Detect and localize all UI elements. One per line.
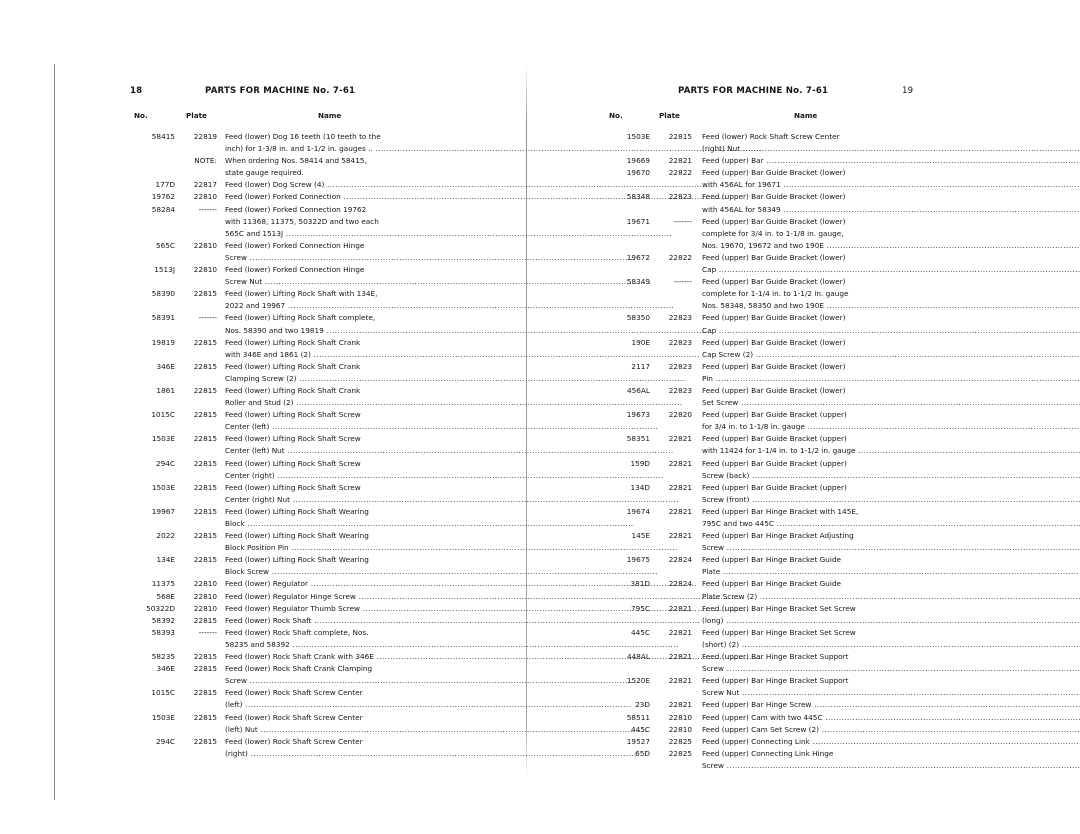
part-name <box>702 337 1080 361</box>
part-name-line: Feed (lower) Lifting Rock Shaft Crank <box>225 385 361 395</box>
part-number: 19669 <box>626 156 650 166</box>
part-name-line: Feed (upper) Bar Hinge Bracket Set Screw <box>702 627 856 637</box>
part-number: 19967 <box>151 506 175 516</box>
part-name-line: Feed (lower) Lifting Rock Shaft Screw <box>225 482 361 492</box>
part-name <box>702 651 1080 675</box>
part-number: 1861 <box>156 385 175 395</box>
part-name <box>702 131 1080 155</box>
table-row <box>608 131 1080 155</box>
plate-number: ------- <box>673 216 692 226</box>
part-number: 19672 <box>626 252 650 262</box>
plate-number: 22821 <box>668 506 692 516</box>
part-name <box>702 409 1080 433</box>
part-number: 58390 <box>151 289 175 299</box>
plate-number: 22823 <box>668 361 692 371</box>
part-name-line: Screw ..... <box>702 663 1080 675</box>
part-name-line: Feed (upper) Bar Hinge Bracket Guide <box>702 579 842 589</box>
table-row <box>608 155 1080 167</box>
part-number: 58351 <box>626 434 650 444</box>
column-header-no: No. <box>609 111 623 120</box>
part-name <box>702 675 1080 699</box>
plate-number: 22815 <box>193 555 217 565</box>
part-number: 2117 <box>631 361 650 371</box>
part-name <box>702 506 1080 530</box>
part-name-line: Set Screw ..... <box>702 397 1080 409</box>
part-name-line: Feed (lower) Forked Connection Hinge <box>225 240 365 250</box>
plate-number: 22815 <box>193 615 217 625</box>
page-number: 19 <box>902 86 914 96</box>
plate-number: 22823 <box>668 385 692 395</box>
part-name <box>702 578 1080 602</box>
part-number: 19762 <box>151 192 175 202</box>
part-name-line: Feed (lower) Forked Connection Hinge <box>225 265 365 275</box>
part-number: 58284 <box>151 204 175 214</box>
part-number: 1503E <box>151 434 175 444</box>
table-row <box>608 409 1080 433</box>
plate-number: 22821 <box>668 627 692 637</box>
part-name-line: Feed (upper) Bar Guide Bracket (lower) <box>702 361 846 371</box>
plate-number: 22822 <box>668 252 692 262</box>
part-name-line: Feed (upper) Bar Guide Bracket (lower) <box>702 192 846 202</box>
table-row <box>608 337 1080 361</box>
part-name-line: for 3/4 in. to 1-1/8 in. gauge ..... <box>702 421 1080 433</box>
table-row <box>608 167 1080 191</box>
plate-number: 22821 <box>668 531 692 541</box>
part-name-line: Feed (upper) Bar Guide Bracket (upper) <box>702 434 847 444</box>
part-number <box>133 155 175 179</box>
part-name-line: Feed (upper) Bar Guide Bracket (lower) <box>702 313 846 323</box>
part-number: 58415 <box>151 132 175 141</box>
plate-number: 22815 <box>193 664 217 674</box>
part-name-line: (right) Nut ..... <box>702 143 1080 155</box>
part-name <box>702 627 1080 651</box>
page-title: PARTS FOR MACHINE No. 7-61 <box>678 86 829 96</box>
part-name-line: Feed (upper) Bar Guide Bracket (lower) <box>702 252 846 262</box>
part-name-line: Nos. 19670, 19672 and two 190E ..... <box>702 240 1080 252</box>
part-name <box>702 312 1080 336</box>
table-row <box>608 675 1080 699</box>
part-name-line: Feed (lower) Lifting Rock Shaft Wearing <box>225 531 369 541</box>
part-number: 190E <box>631 337 650 347</box>
part-name-line: 2022 and 19967 ..... <box>225 300 763 312</box>
column-header-no: No. <box>134 111 148 120</box>
page-number: 18 <box>130 86 143 96</box>
plate-number: ------- <box>198 313 217 323</box>
plate-number: 22815 <box>193 458 217 468</box>
part-name-line: Pin ..... <box>702 373 1080 385</box>
plate-number: 22817 <box>193 180 217 190</box>
part-name-line: Feed (upper) Connecting Link ..... <box>702 736 1080 748</box>
plate-number: 22825 <box>668 736 692 746</box>
part-name-line: (right) ..... <box>225 748 763 760</box>
plate-number: 22810 <box>193 265 217 275</box>
table-row <box>608 433 1080 457</box>
plate-number: 22824 <box>668 555 692 565</box>
plate-number: ------- <box>198 627 217 637</box>
part-name-line: Feed (lower) Regulator Thumb Screw ..... <box>225 603 763 615</box>
part-number: 1503E <box>626 132 650 141</box>
part-name-line: Feed (lower) Rock Shaft complete, Nos. <box>225 627 369 637</box>
part-name-line: Feed (lower) Lifting Rock Shaft Crank <box>225 337 361 347</box>
plate-number: ------- <box>198 204 217 214</box>
part-name-line: Feed (upper) Bar Guide Bracket (lower) <box>702 168 846 178</box>
part-number: 568E <box>156 591 175 601</box>
part-number: 58392 <box>151 615 175 625</box>
plate-number: 22815 <box>193 506 217 516</box>
part-name-line: Plate ..... <box>702 566 1080 578</box>
part-name <box>702 458 1080 482</box>
part-number: 346E <box>156 361 175 371</box>
part-number: 58350 <box>626 313 650 323</box>
part-name-line: Feed (lower) Rock Shaft Crank with 346E ..... <box>225 651 763 663</box>
part-name-line: Feed (upper) Bar Guide Bracket (upper) <box>702 458 847 468</box>
part-name-line: Screw ..... <box>225 252 763 264</box>
part-name <box>702 276 1080 312</box>
part-number: 19527 <box>626 736 650 746</box>
plate-number: 22821 <box>668 603 692 613</box>
part-name-line: Center (right) ..... <box>225 470 763 482</box>
part-number: 19674 <box>626 506 650 516</box>
plate-number: 22810 <box>668 712 692 722</box>
part-number: 145E <box>631 531 650 541</box>
part-name-line: Feed (upper) Bar Guide Bracket (upper) <box>702 410 847 420</box>
plate-number: 22815 <box>193 385 217 395</box>
part-number: 1513J <box>154 265 175 275</box>
part-name-line: with 456AL for 58349 ..... <box>702 204 1080 216</box>
part-name-line: Feed (lower) Forked Connection 19762 <box>225 204 367 214</box>
part-number: 381D <box>630 579 650 589</box>
table-row <box>608 252 1080 276</box>
table-row <box>608 748 1080 772</box>
part-name-line: Screw ..... <box>225 675 763 687</box>
part-name <box>702 554 1080 578</box>
part-name-line: Block Screw ..... <box>225 566 763 578</box>
plate-number: 22821 <box>668 156 692 166</box>
part-number: 19670 <box>626 168 650 178</box>
part-name <box>702 191 1080 215</box>
part-name-line: Feed (lower) Forked Connection ..... <box>225 191 763 203</box>
part-name-line: Screw (front) ..... <box>702 494 1080 506</box>
part-name-line: 58235 and 58392 ..... <box>225 639 763 651</box>
part-name-line: Feed (upper) Bar Guide Bracket (lower) <box>702 216 846 226</box>
plate-number: 22815 <box>193 712 217 722</box>
part-name <box>702 482 1080 506</box>
plate-number: 22815 <box>193 337 217 347</box>
part-number: 58235 <box>151 652 175 662</box>
part-number: 159D <box>630 458 650 468</box>
part-name <box>702 603 1080 627</box>
table-row <box>608 482 1080 506</box>
part-name <box>702 433 1080 457</box>
part-name-line: Feed (lower) Lifting Rock Shaft Screw <box>225 410 361 420</box>
plate-number: 22815 <box>193 531 217 541</box>
part-name-line: complete for 1-1/4 in. to 1-1/2 in. gauge <box>702 289 849 299</box>
part-name-line: Feed (upper) Bar Guide Bracket (upper) <box>702 482 847 492</box>
part-name <box>702 216 1080 252</box>
part-name <box>702 361 1080 385</box>
part-name-line: Feed (lower) Rock Shaft Crank Clamping <box>225 664 373 674</box>
column-header-plate: Plate <box>186 111 207 120</box>
table-row <box>608 506 1080 530</box>
part-name-line: Center (right) Nut ..... <box>225 494 763 506</box>
plate-number: 22821 <box>668 700 692 710</box>
table-row <box>608 724 1080 736</box>
part-number: 11375 <box>151 579 175 589</box>
part-name <box>702 155 1080 167</box>
table-row <box>608 554 1080 578</box>
part-number: 177D <box>155 180 175 190</box>
part-name-line: with 11368, 11375, 50322D and two each <box>225 216 379 226</box>
part-number: 65D <box>635 748 650 758</box>
column-header-name: Name <box>318 111 342 120</box>
part-name-line: Feed (upper) Bar Guide Bracket (lower) <box>702 337 846 347</box>
part-name-line: with 346E and 1861 (2) ..... <box>225 349 763 361</box>
part-name <box>702 712 1080 724</box>
column-header-plate: Plate <box>659 111 680 120</box>
plate-number: 22815 <box>193 434 217 444</box>
part-name-line: Feed (upper) Bar Hinge Bracket Support <box>702 676 849 686</box>
part-name-line: Plate Screw (2) ..... <box>702 591 1080 603</box>
parts-list <box>608 131 1080 772</box>
plate-number: 22820 <box>668 410 692 420</box>
part-number: 1520E <box>626 676 650 686</box>
plate-number: 22810 <box>193 192 217 202</box>
plate-number: 22819 <box>193 132 217 141</box>
part-name-line: Roller and Stud (2) ..... <box>225 397 763 409</box>
plate-number: 22815 <box>193 736 217 746</box>
part-number: 448AL <box>627 652 650 662</box>
plate-number: 22825 <box>668 748 692 758</box>
part-name-line: Screw ..... <box>702 542 1080 554</box>
plate-number: 22810 <box>193 603 217 613</box>
part-name-line: state gauge required. <box>225 168 304 178</box>
part-number: 2022 <box>156 531 175 541</box>
part-name-line: Feed (upper) Cam Set Screw (2) ..... <box>702 724 1080 736</box>
plate-number: NOTE: <box>194 156 217 166</box>
part-name-line: Feed (lower) Regulator ..... <box>225 578 763 590</box>
part-name-line: 565C and 1513J ..... <box>225 228 763 240</box>
plate-number: 22821 <box>668 434 692 444</box>
plate-number: 22810 <box>193 579 217 589</box>
part-number: 50322D <box>146 603 175 613</box>
part-name-line: Feed (upper) Bar Guide Bracket (lower) <box>702 277 846 287</box>
part-name-line: Feed (lower) Rock Shaft ..... <box>225 615 763 627</box>
plate-number: 22821 <box>668 458 692 468</box>
part-name-line: Center (left) Nut ..... <box>225 445 763 457</box>
part-name-line: (long) ..... <box>702 615 1080 627</box>
plate-number: 22821 <box>668 676 692 686</box>
plate-number: 22815 <box>193 688 217 698</box>
part-name-line: Feed (lower) Lifting Rock Shaft Wearing <box>225 555 369 565</box>
part-name-line: Feed (lower) Lifting Rock Shaft Screw <box>225 458 361 468</box>
table-row <box>608 385 1080 409</box>
part-name <box>702 385 1080 409</box>
part-name-line: Nos. 58348, 58350 and two 190E ..... <box>702 300 1080 312</box>
part-name-line: Nos. 58390 and two 19819 ..... <box>225 325 763 337</box>
part-name-line: (left) Nut ..... <box>225 724 763 736</box>
plate-number: 22815 <box>193 482 217 492</box>
plate-number: ------- <box>673 277 692 287</box>
part-name-line: When ordering Nos. 58414 and 58415, <box>225 156 367 166</box>
part-name <box>702 724 1080 736</box>
part-name <box>702 736 1080 748</box>
part-number: 58348 <box>626 192 650 202</box>
plate-number: 22822 <box>668 168 692 178</box>
plate-number: 22815 <box>193 289 217 299</box>
plate-number: 22810 <box>193 591 217 601</box>
table-row <box>608 276 1080 312</box>
part-name-line: Block ..... <box>225 518 763 530</box>
part-name <box>702 748 1080 772</box>
plate-number: 22823 <box>668 337 692 347</box>
part-number: 795C <box>630 603 650 613</box>
part-name-line: Cap ..... <box>702 264 1080 276</box>
part-name-line: Cap ..... <box>702 325 1080 337</box>
part-name-line: Feed (lower) Rock Shaft Screw Center <box>225 712 363 722</box>
part-name-line: Feed (lower) Lifting Rock Shaft Screw <box>225 434 361 444</box>
part-name-line: Feed (lower) Dog 16 teeth (10 teeth to the <box>225 132 381 141</box>
part-number: 346E <box>156 664 175 674</box>
table-row <box>608 216 1080 252</box>
part-name-line: Clamping Screw (2) ..... <box>225 373 763 385</box>
part-name-line: Feed (upper) Bar Hinge Screw ..... <box>702 699 1080 711</box>
part-name-line: Screw Nut ..... <box>225 276 763 288</box>
table-row <box>608 578 1080 602</box>
part-name-line: Feed (lower) Lifting Rock Shaft complete, <box>225 313 376 323</box>
part-number: 58393 <box>151 627 175 637</box>
part-name-line: Feed (upper) Bar Hinge Bracket Support <box>702 652 849 662</box>
table-row <box>608 458 1080 482</box>
part-name-line: Feed (lower) Rock Shaft Screw Center <box>225 736 363 746</box>
part-number: 134E <box>156 555 175 565</box>
part-number: 58391 <box>151 313 175 323</box>
part-number: 19819 <box>151 337 175 347</box>
part-number: 19675 <box>626 555 650 565</box>
table-row <box>608 191 1080 215</box>
part-name-line: Feed (upper) Cam with two 445C ..... <box>702 712 1080 724</box>
table-row <box>608 603 1080 627</box>
table-row <box>608 699 1080 711</box>
column-header-name: Name <box>794 111 818 120</box>
plate-number: 22823 <box>668 192 692 202</box>
part-name-line: Feed (lower) Rock Shaft Screw Center <box>702 132 840 141</box>
part-name <box>702 167 1080 191</box>
part-name-line: Feed (lower) Dog Screw (4) ..... <box>225 179 763 191</box>
part-name-line: Feed (upper) Bar Hinge Bracket Set Screw <box>702 603 856 613</box>
part-name <box>702 530 1080 554</box>
table-row <box>608 712 1080 724</box>
part-name-line: Cap Screw (2) ..... <box>702 349 1080 361</box>
part-name-line: Block Position Pin ..... <box>225 542 763 554</box>
plate-number: 22821 <box>668 652 692 662</box>
part-name-line: with 11424 for 1-1/4 in. to 1-1/2 in. gauge ..... <box>702 445 1080 457</box>
part-name <box>702 699 1080 711</box>
part-number: 58349 <box>626 277 650 287</box>
part-name-line: Center (left) ..... <box>225 421 763 433</box>
part-name-line: (short) (2) ..... <box>702 639 1080 651</box>
part-name-line: 795C and two 445C ..... <box>702 518 1080 530</box>
part-name-line: Feed (lower) Lifting Rock Shaft with 134E, <box>225 289 378 299</box>
part-name-line: Screw Nut ..... <box>702 687 1080 699</box>
part-number: 1503E <box>151 712 175 722</box>
part-number: 1015C <box>151 688 175 698</box>
part-number: 19673 <box>626 410 650 420</box>
part-name-line: Feed (lower) Regulator Hinge Screw ..... <box>225 591 763 603</box>
part-name-line: Feed (upper) Connecting Link Hinge <box>702 748 834 758</box>
part-number: 1015C <box>151 410 175 420</box>
plate-number: 22824 <box>668 579 692 589</box>
part-number: 23D <box>635 700 650 710</box>
part-number: 445C <box>630 724 650 734</box>
part-number: 58511 <box>626 712 650 722</box>
table-row <box>608 312 1080 336</box>
part-name-line: Screw ..... <box>702 760 1080 772</box>
part-number: 445C <box>630 627 650 637</box>
part-number: 456AL <box>627 385 650 395</box>
plate-number: 22815 <box>193 410 217 420</box>
part-name-line: complete for 3/4 in. to 1-1/8 in. gauge, <box>702 228 844 238</box>
plate-number: 22821 <box>668 482 692 492</box>
part-name-line: Feed (upper) Bar Hinge Bracket Adjusting <box>702 531 854 541</box>
part-number: 19671 <box>626 216 650 226</box>
part-number: 294C <box>155 736 175 746</box>
part-name-line: Feed (upper) Bar Hinge Bracket Guide <box>702 555 842 565</box>
part-name-line: Screw (back) ..... <box>702 470 1080 482</box>
table-row <box>608 627 1080 651</box>
part-name-line: Feed (upper) Bar ..... <box>702 155 1080 167</box>
page-title: PARTS FOR MACHINE No. 7-61 <box>205 86 356 96</box>
plate-number: 22815 <box>193 361 217 371</box>
part-name-line: Feed (upper) Bar Hinge Bracket with 145E, <box>702 506 859 516</box>
table-row <box>608 361 1080 385</box>
part-number: 134D <box>630 482 650 492</box>
table-row <box>608 530 1080 554</box>
plate-number: 22823 <box>668 313 692 323</box>
part-name-line: inch) for 1-3/8 in. and 1-1/2 in. gauges .. ..... <box>225 143 763 155</box>
scan-edge-line <box>54 64 55 800</box>
part-name-line: Feed (lower) Lifting Rock Shaft Crank <box>225 361 361 371</box>
part-name-line: (left) ..... <box>225 699 763 711</box>
plate-number: 22815 <box>668 132 692 141</box>
part-name <box>702 252 1080 276</box>
part-name-line: Feed (lower) Rock Shaft Screw Center <box>225 688 363 698</box>
table-row <box>608 736 1080 748</box>
part-number: 294C <box>155 458 175 468</box>
table-row <box>608 651 1080 675</box>
part-number: 1503E <box>151 482 175 492</box>
part-name-line: Feed (upper) Bar Guide Bracket (lower) <box>702 385 846 395</box>
plate-number: 22815 <box>193 652 217 662</box>
plate-number: 22810 <box>193 240 217 250</box>
part-name-line: Feed (lower) Lifting Rock Shaft Wearing <box>225 506 369 516</box>
part-name-line: with 456AL for 19671 ..... <box>702 179 1080 191</box>
plate-number: 22810 <box>668 724 692 734</box>
part-number: 565C <box>155 240 175 250</box>
